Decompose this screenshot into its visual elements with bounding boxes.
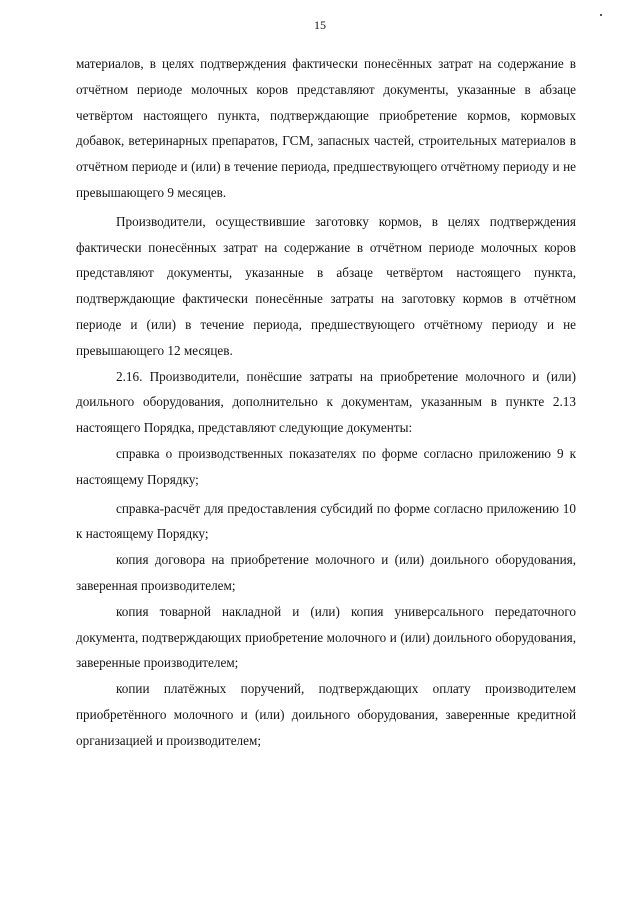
- page-number: 15: [314, 18, 326, 32]
- paragraph-2-16: 2.16. Производители, понёсшие затраты на приобретение молочного и (или) доильного оборудования, дополнительно к документам, указанным в пункте 2.13 настоящего Порядка, представляют следующие документы:: [76, 368, 576, 436]
- list-item-invoice-copy: копия товарной накладной и (или) копия универсального передаточного документа, подтверждающих приобретение молочного и (или) доильного оборудования, заверенные производителем;: [76, 603, 576, 671]
- scan-mark: [600, 14, 602, 16]
- list-item-purchase-contract: копия договора на приобретение молочного и (или) доильного оборудования, заверенная производителем;: [76, 552, 576, 593]
- list-item-subsidy-calculation: справка-расчёт для предоставления субсидий по форме согласно приложению 10 к настоящему Порядку;: [76, 500, 576, 542]
- list-item-production-certificate: справка о производственных показателях по форме согласно приложению 9 к настоящему Порядку;: [76, 445, 576, 487]
- paragraph-producers-feed: Производители, осуществившие заготовку кормов, в целях подтверждения фактически понесённых затрат на содержание в отчётном периоде молочных коров представляют документы, указанные в абзаце четвёртом настоящего пункта, подтверждающие фактически понесённые затраты на заготовку кормов в отчётном периоде и (или) в течение периода, предшествующего отчётному периоду и не превышающего 12 месяцев.: [76, 213, 576, 358]
- paragraph-continuation: материалов, в целях подтверждения фактически понесённых затрат на содержание в отчётном периоде молочных коров представляют документы, указанные в абзаце четвёртом настоящего пункта, подтверждающие приобретение кормов, кормовых добавок, ветеринарных препаратов, ГСМ, запасных частей, строительных материалов в отчётном периоде и (или) в течение периода, предшествующего отчётному периоду и не превышающего 9 месяцев.: [76, 56, 576, 200]
- list-item-payment-orders: копии платёжных поручений, подтверждающих оплату производителем приобретённого молочного и (или) доильного оборудования, заверенные кредитной организацией и производителем;: [76, 681, 576, 748]
